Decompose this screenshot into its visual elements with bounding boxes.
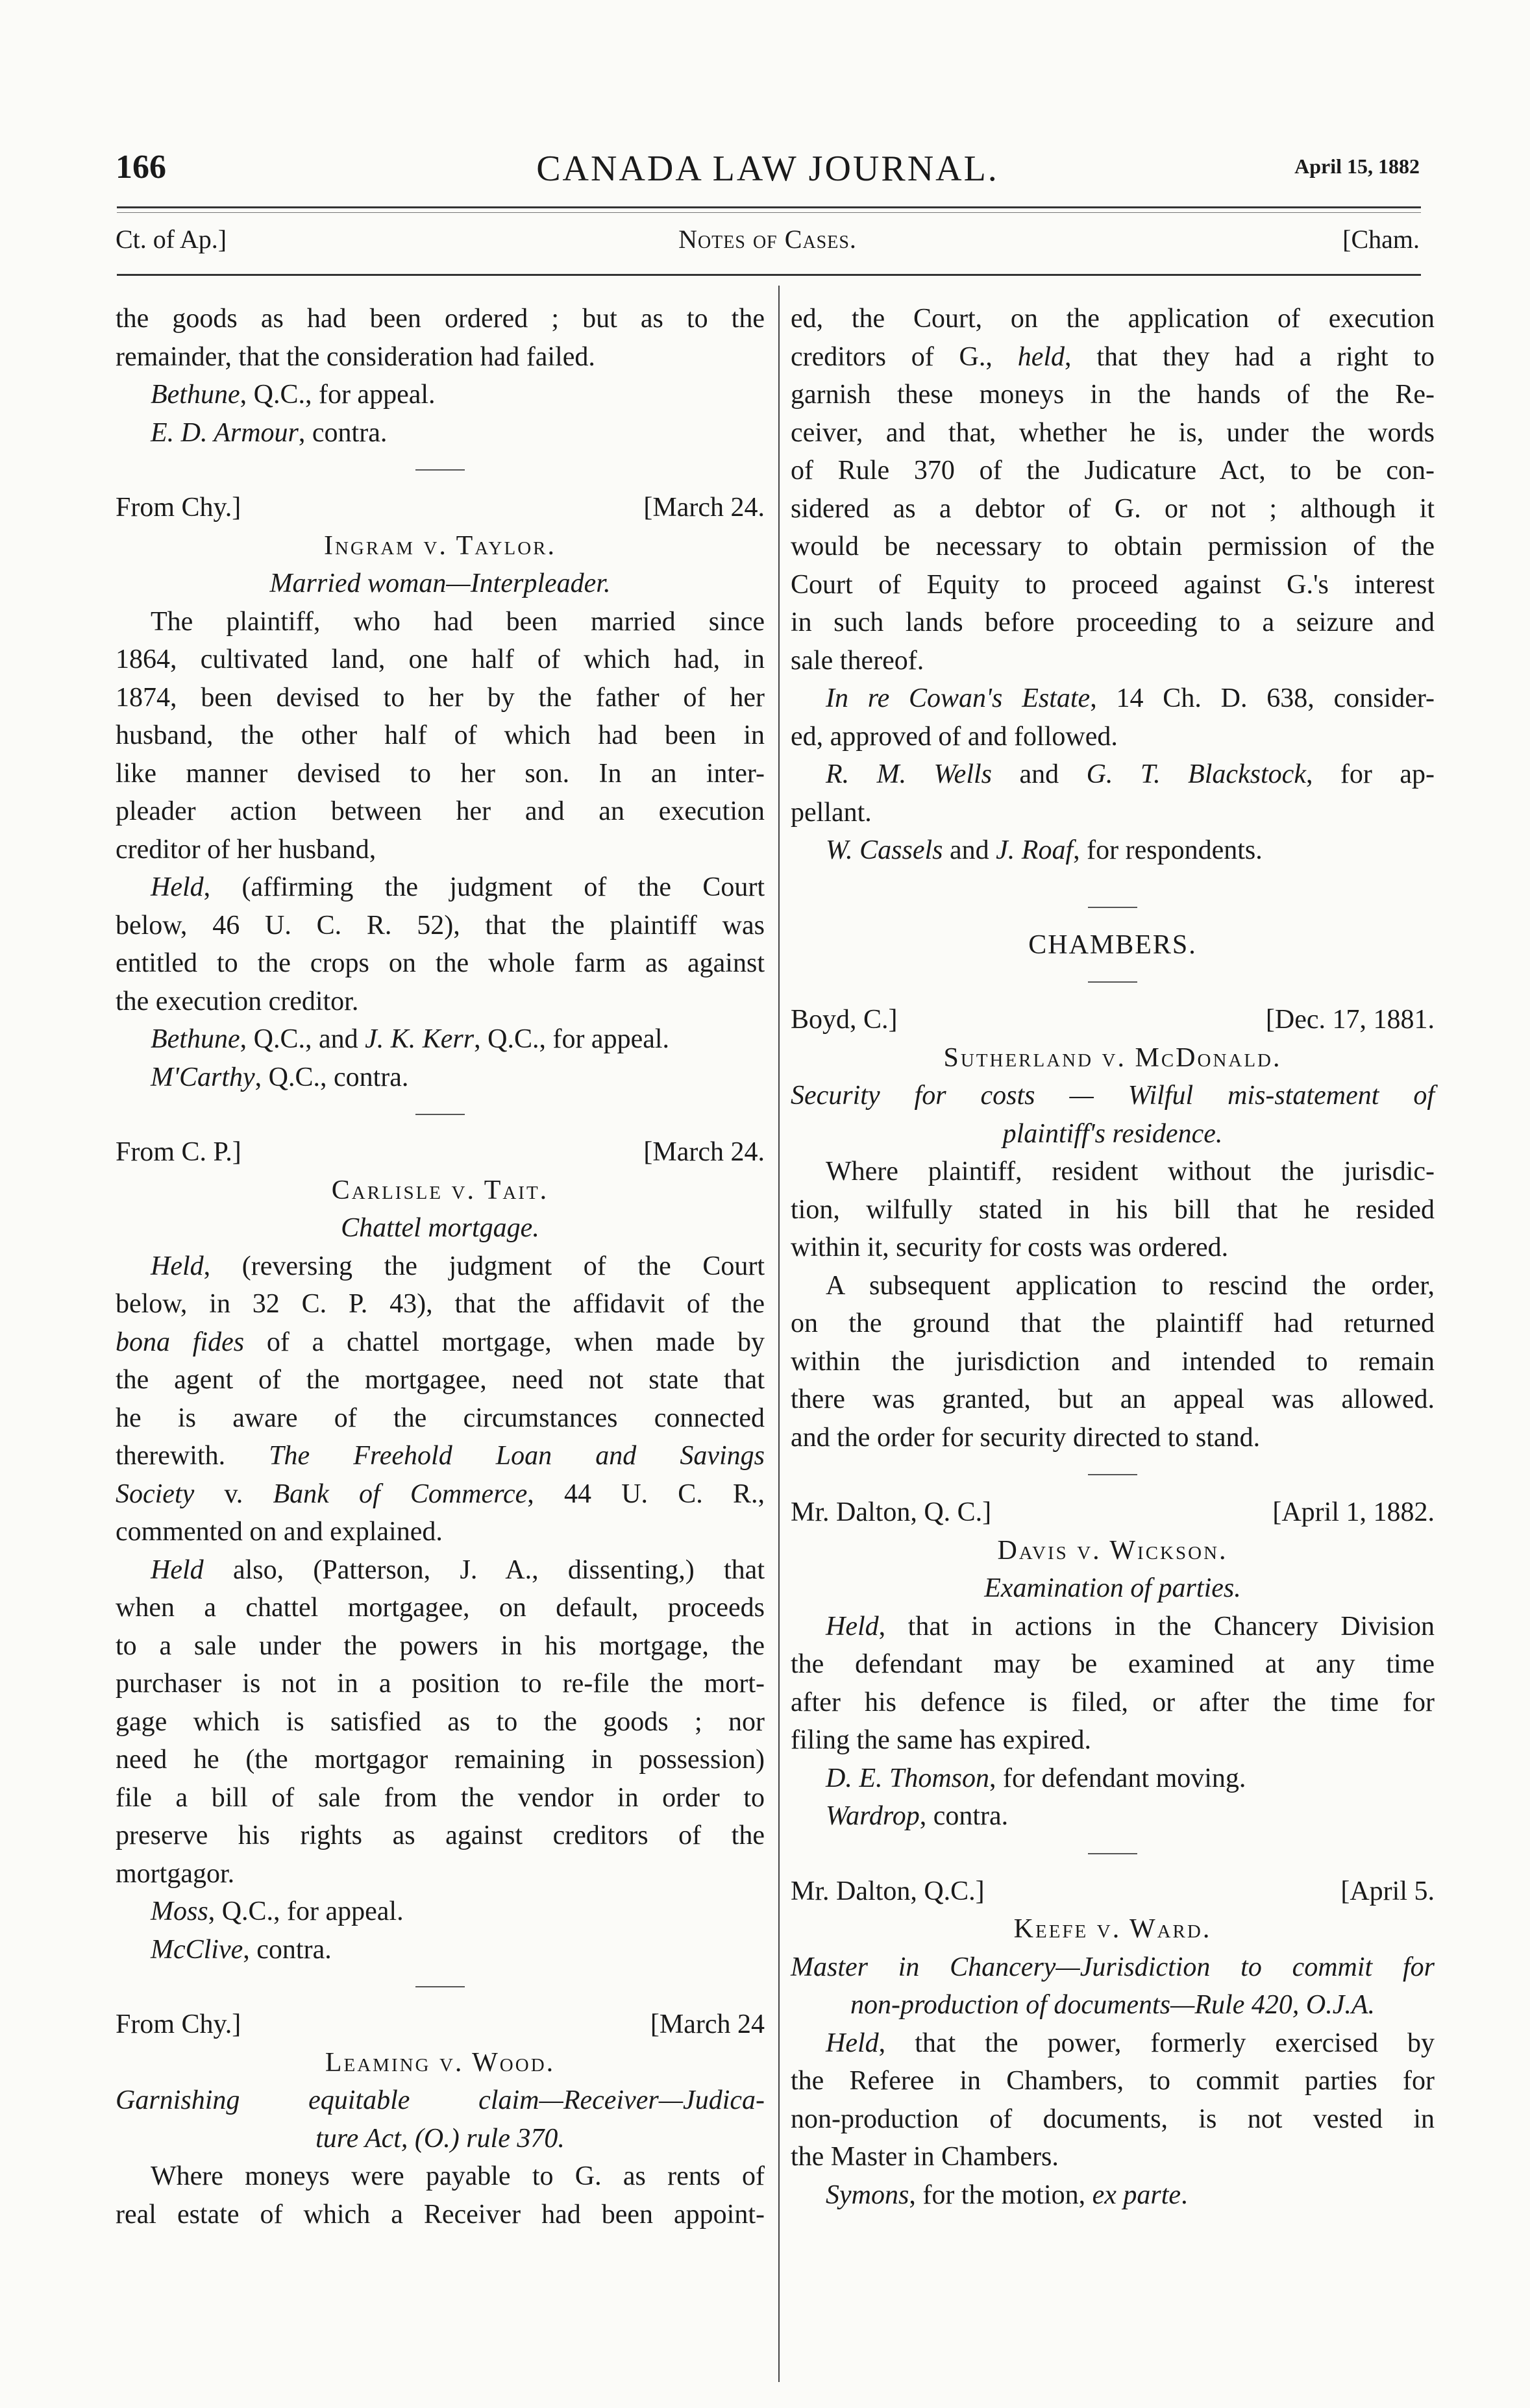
text-line — [791, 680, 1435, 718]
counsel-role: , for the motion, — [909, 2180, 1092, 2210]
subject-text: Examination of parties. — [984, 1573, 1241, 1603]
case-court-line — [791, 1493, 1435, 1532]
text-line: the execution creditor. — [116, 986, 359, 1016]
case-carlisle-v-tait — [116, 1133, 765, 1969]
case-subject — [116, 2120, 765, 2158]
case-subject — [791, 1569, 1435, 1608]
text-line: like manner devised to her son. In an inter- — [116, 758, 765, 789]
counsel-name: Wardrop — [826, 1801, 920, 1831]
case-court-line — [116, 2006, 765, 2044]
text-line: to a sale under the powers in his mortgage, the — [116, 1630, 765, 1661]
text-line: the goods as had been ordered ; but as to the — [116, 304, 765, 334]
left-column — [116, 300, 765, 2233]
text-line: Court of Equity to proceed against G.'s interest — [791, 569, 1435, 600]
text-line: of Rule 370 of the Judicature Act, to be con- — [791, 456, 1435, 485]
held-text: , that the power, formerly exercised by — [878, 2028, 1435, 2058]
held-text: , that in actions in the Chancery Division — [878, 1611, 1435, 1641]
text-line — [116, 868, 765, 907]
subject-text: Married woman—Interpleader. — [269, 569, 611, 598]
issue-date: April 15, 1882 — [1294, 154, 1420, 178]
counsel-name: J. K. Kerr — [365, 1024, 475, 1054]
text-line: filing the same has expired. — [791, 1725, 1092, 1755]
text-line — [116, 1437, 765, 1475]
counsel-role: , Q.C., for appeal. — [240, 380, 436, 410]
text-line: garnish these moneys in the hands of the Re- — [791, 380, 1435, 410]
court-right: [Cham. — [1342, 225, 1420, 254]
text-line: file a bill of sale from the vendor in order to — [116, 1782, 765, 1813]
case-title: Sutherland v. McDonald. — [943, 1042, 1282, 1073]
text-line: the defendant may be examined at any time — [791, 1649, 1435, 1679]
separator-rule — [1088, 1853, 1137, 1854]
counsel-role: , Q.C., for appeal. — [474, 1024, 670, 1054]
held-word: held — [1017, 341, 1065, 372]
text-line: he is aware of the circumstances connected — [116, 1403, 765, 1433]
case-reference: In re Cowan's Estate — [826, 683, 1091, 713]
subject-text: Chattel mortgage. — [341, 1213, 539, 1243]
court-left: Ct. of Ap.] — [116, 225, 227, 254]
text-line: on the ground that the plaintiff had returned — [791, 1308, 1435, 1338]
separator-rule — [415, 1114, 465, 1115]
text-line — [116, 1323, 765, 1362]
case-from: Mr. Dalton, Q. C.] — [791, 1497, 992, 1527]
case-davis-v-wickson — [791, 1493, 1435, 1836]
separator-rule — [1088, 981, 1137, 983]
running-header — [116, 148, 1420, 200]
case-title: Leaming v. Wood. — [325, 2047, 556, 2078]
text-line — [791, 338, 1435, 376]
journal-title: CANADA LAW JOURNAL. — [536, 149, 999, 189]
counsel-line — [116, 1893, 765, 1931]
text-line: ceiver, and that, whether he is, under the words — [791, 417, 1435, 448]
counsel-name: R. M. Wells — [826, 759, 993, 789]
text-line: husband, the other half of which had been in — [116, 720, 765, 750]
text-line: below, 46 U. C. R. 52), that the plaintiff was — [116, 910, 765, 940]
case-title: Davis v. Wickson. — [997, 1535, 1228, 1566]
text-line: commented on and explained. — [116, 1517, 443, 1547]
text-line: within the jurisdiction and intended to remain — [791, 1346, 1435, 1377]
case-date: [March 24 — [650, 2009, 765, 2039]
held-text: , (affirming the judgment of the Court — [203, 872, 765, 902]
case-from: From Chy.] — [116, 2009, 241, 2039]
text-line: sidered as a debtor of G. or not ; although it — [791, 493, 1435, 524]
text-line: A subsequent application to rescind the order, — [826, 1270, 1435, 1301]
case-subject — [791, 1986, 1435, 2024]
text-line — [116, 1475, 765, 1514]
counsel-role: , contra. — [243, 1934, 332, 1965]
text-line: 1864, cultivated land, one half of which had, in — [116, 645, 765, 674]
text-line: remainder, that the consideration had failed. — [116, 341, 595, 372]
counsel-role: , Q.C., contra. — [254, 1062, 409, 1092]
text-line: tion, wilfully stated in his bill that he resided — [791, 1194, 1435, 1225]
subject-text: Master in Chancery—Jurisdiction to commit for — [791, 1952, 1435, 1982]
text-line: entitled to the crops on the whole farm as against — [116, 948, 765, 978]
case-keefe-v-ward — [791, 1873, 1435, 2215]
counsel-name: Bethune — [151, 1024, 240, 1054]
case-date: [March 24. — [643, 1137, 765, 1167]
case-court-line — [791, 1001, 1435, 1039]
text-line: below, in 32 C. P. 43), that the affidavit of the — [116, 1289, 765, 1319]
counsel-name: McClive — [151, 1934, 243, 1965]
counsel-line — [791, 1760, 1435, 1798]
counsel-name: J. Roaf — [996, 835, 1074, 865]
counsel-role: , Q.C., for appeal. — [208, 1897, 404, 1926]
counsel-line — [116, 1020, 765, 1059]
held-text: also, (Patterson, J. A., dissenting,) that — [203, 1554, 765, 1585]
counsel-name: G. T. Blackstock — [1086, 759, 1306, 789]
counsel-line — [116, 376, 765, 414]
counsel-name: Bethune — [151, 380, 240, 410]
text-line: the Referee in Chambers, to commit parties for — [791, 2066, 1435, 2096]
text-part: . — [1181, 2180, 1188, 2210]
separator-rule — [1088, 907, 1137, 908]
case-title: Carlisle v. Tait. — [331, 1175, 549, 1205]
column-divider — [778, 286, 780, 2382]
text-line: Where moneys were payable to G. as rents of — [151, 2161, 765, 2191]
case-subject — [791, 1948, 1435, 1987]
counsel-role: , for ap- — [1305, 759, 1435, 789]
case-date: [March 24. — [643, 493, 765, 522]
held-word: Held — [826, 2028, 879, 2058]
text-line: Where plaintiff, resident without the jurisdic- — [826, 1157, 1435, 1186]
counsel-name: D. E. Thomson — [826, 1763, 990, 1793]
right-column — [791, 300, 1435, 2214]
section-header — [116, 224, 1420, 263]
counsel-role: , contra. — [919, 1801, 1009, 1831]
case-from: Boyd, C.] — [791, 1005, 898, 1035]
counsel-role: , Q.C., and — [240, 1024, 365, 1054]
text-line: mortgagor. — [116, 1858, 235, 1889]
counsel-line — [116, 1059, 765, 1097]
counsel-role: , contra. — [298, 417, 388, 448]
case-date: [April 5. — [1340, 1876, 1435, 1906]
case-reference: The Freehold Loan and Savings — [269, 1441, 765, 1471]
case-from: From Chy.] — [116, 493, 241, 522]
case-subject — [116, 1209, 765, 1247]
text-line: non-production of documents, is not vested in — [791, 2104, 1435, 2134]
text-line: real estate of which a Receiver had been appoint- — [116, 2199, 765, 2230]
text-part: creditors of G., — [791, 341, 1018, 372]
text-part: therewith. — [116, 1441, 269, 1471]
text-line: preserve his rights as against creditors of the — [116, 1821, 765, 1850]
held-word: Held — [151, 1251, 204, 1281]
held-word: Held — [151, 1554, 204, 1585]
separator-rule — [415, 469, 465, 471]
text-line: creditor of her husband, — [116, 834, 376, 865]
counsel-role: , for respondents. — [1073, 835, 1263, 865]
text-line: The plaintiff, who had been married since — [151, 606, 765, 637]
case-from: Mr. Dalton, Q.C.] — [791, 1876, 985, 1906]
case-from: From C. P.] — [116, 1137, 241, 1167]
text-line: in such lands before proceeding to a seizure and — [791, 608, 1435, 637]
page-number: 166 — [116, 149, 166, 186]
held-word: Held — [151, 872, 204, 902]
case-leaming-v-wood — [116, 2006, 765, 2233]
held-text: , (reversing the judgment of the Court — [203, 1251, 765, 1281]
counsel-name: W. Cassels — [826, 835, 943, 865]
case-court-line — [116, 489, 765, 527]
section-title: Notes of Cases. — [678, 225, 857, 254]
text-line: ed, the Court, on the application of execution — [791, 304, 1435, 334]
text-line: would be necessary to obtain permission of the — [791, 532, 1435, 561]
case-subject — [116, 565, 765, 603]
text-part: of a chattel mortgage, when made by — [244, 1327, 765, 1357]
case-reference: Bank of Commerce — [273, 1479, 528, 1509]
counsel-role: , for defendant moving. — [989, 1763, 1246, 1793]
text-line: the agent of the mortgagee, need not state that — [116, 1365, 765, 1395]
text-line: after his defence is filed, or after the time for — [791, 1687, 1435, 1717]
case-subject — [791, 1115, 1435, 1153]
counsel-line — [791, 831, 1435, 870]
case-subject — [791, 1077, 1435, 1115]
text-part: and — [943, 835, 996, 865]
section-rule — [117, 274, 1421, 276]
chambers-heading: CHAMBERS. — [1028, 929, 1197, 960]
counsel-name: Moss — [151, 1897, 208, 1926]
case-subject — [116, 2082, 765, 2120]
text-part: , 14 Ch. D. 638, consider- — [1090, 683, 1435, 713]
text-line: sale thereof. — [791, 645, 924, 676]
text-part: , that they had a right to — [1065, 341, 1435, 372]
text-line: the Master in Chambers. — [791, 2142, 1059, 2172]
spacer — [791, 870, 1435, 889]
case-court-line — [116, 1133, 765, 1172]
counsel-line — [116, 1931, 765, 1969]
separator-rule — [415, 1986, 465, 1987]
counsel-line — [791, 756, 1435, 794]
text-line: there was granted, but an appeal was allowed. — [791, 1384, 1435, 1414]
header-rule — [117, 206, 1421, 208]
text-line: and the order for security directed to stand. — [791, 1422, 1261, 1453]
counsel-line — [116, 414, 765, 452]
case-ingram-v-taylor — [116, 489, 765, 1096]
text-part: v. — [194, 1479, 273, 1509]
text-line: when a chattel mortgagee, on default, proceeds — [116, 1593, 765, 1623]
case-date: [April 1, 1882. — [1272, 1497, 1435, 1527]
text-line: gage which is satisfied as to the goods ; nor — [116, 1706, 765, 1737]
text-line: 1874, been devised to her by the father of her — [116, 682, 765, 713]
subject-text: plaintiff's residence. — [1002, 1118, 1223, 1149]
case-title: Keefe v. Ward. — [1013, 1914, 1212, 1944]
text-line: ed, approved of and followed. — [791, 721, 1118, 752]
case-reference: Society — [116, 1479, 195, 1509]
text-part: and — [992, 759, 1087, 789]
text-line: pellant. — [791, 797, 872, 828]
text-line — [116, 1247, 765, 1286]
text-line: need he (the mortgagor remaining in possession) — [116, 1745, 765, 1775]
case-date: [Dec. 17, 1881. — [1265, 1005, 1435, 1035]
case-title: Ingram v. Taylor. — [323, 530, 556, 561]
text-line: within it, security for costs was ordered. — [791, 1233, 1229, 1262]
subject-text: non-production of documents—Rule 420, O.J.A. — [850, 1990, 1375, 2020]
text-line — [791, 1608, 1435, 1646]
subject-text: ture Act, (O.) rule 370. — [315, 2123, 565, 2154]
text-line: pleader action between her and an execution — [116, 796, 765, 826]
counsel-line — [791, 2176, 1435, 2215]
text-line — [116, 1551, 765, 1590]
counsel-line — [791, 1797, 1435, 1836]
held-word: Held — [826, 1611, 879, 1641]
counsel-name: M'Carthy — [151, 1062, 255, 1092]
counsel-name: E. D. Armour — [151, 417, 299, 448]
separator-rule — [1088, 1474, 1137, 1475]
counsel-name: Symons — [826, 2180, 909, 2210]
subject-text: Security for costs — Wilful mis-statement of — [791, 1081, 1435, 1111]
text-line: purchaser is not in a position to re-file the mort- — [116, 1669, 765, 1699]
subject-text: Garnishing equitable claim—Receiver—Judica- — [116, 2085, 765, 2115]
latin-term: ex parte — [1092, 2180, 1181, 2210]
latin-term: bona fides — [116, 1327, 245, 1357]
text-part: , 44 U. C. R., — [527, 1479, 765, 1509]
text-line — [791, 2024, 1435, 2063]
header-rule-thin — [117, 212, 1421, 213]
case-court-line — [791, 1873, 1435, 1911]
case-sutherland-v-mcdonald — [791, 1001, 1435, 1456]
